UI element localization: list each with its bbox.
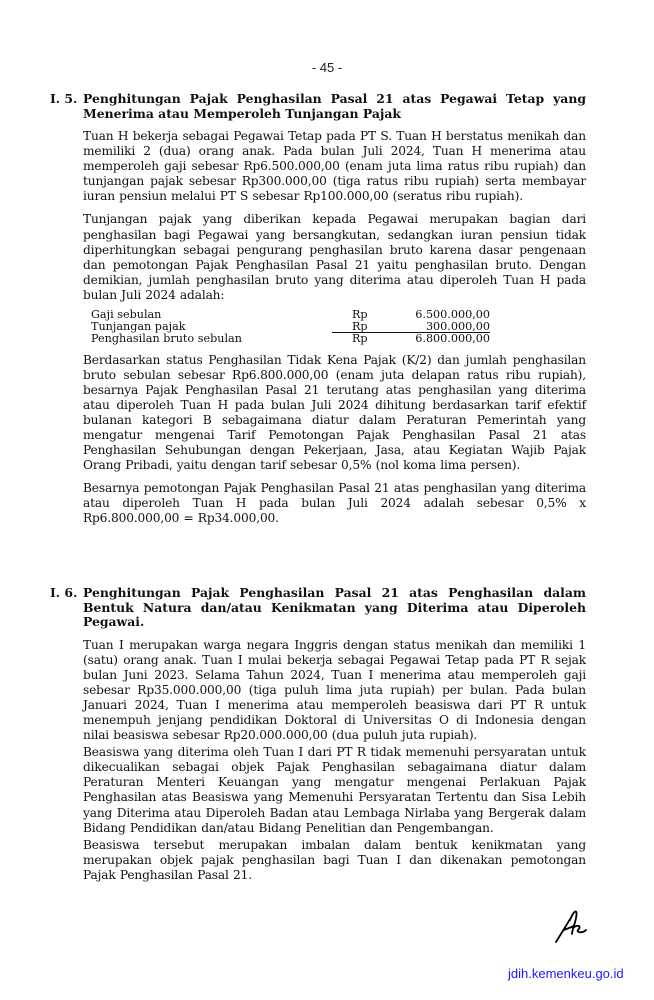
row-label: Tunjangan pajak <box>91 319 186 333</box>
section-title: Penghitungan Pajak Penghasilan Pasal 21 atas Penghasilan dalam Bentuk Natura dan/atau Kenikmatan yang Diterima atau Diperoleh Pegawai. <box>83 585 586 629</box>
row-currency: Rp <box>352 321 406 333</box>
paragraph: Tuan H bekerja sebagai Pegawai Tetap pada PT S. Tuan H berstatus menikah dan memiliki 2 (dua) orang anak. Pada bulan Juli 2024, Tuan H menerima atau memperoleh gaji sebesar Rp6.500.000,00 (enam juta lima ratus ribu rupiah) dan tunjangan pajak sebesar Rp300.000,00 (tiga ratus ribu rupiah) serta membayar iuran pensiun melalui PT S sebesar Rp100.000,00 (seratus ribu rupiah). <box>83 129 586 204</box>
section-i5 <box>50 92 586 527</box>
paragraph: Tunjangan pajak yang diberikan kepada Pegawai merupakan bagian dari penghasilan bagi Pegawai yang bersangkutan, sedangkan iuran pensiun tidak diperhitungkan sebagai pengurang penghasilan bruto karena dasar pengenaan dan pemotongan Pajak Penghasilan Pasal 21 yaitu penghasilan bruto. Dengan demikian, jumlah penghasilan bruto yang diterima atau diperoleh Tuan H pada bulan Juli 2024 adalah: <box>83 212 586 302</box>
table-row-total <box>91 333 490 345</box>
section-i6 <box>50 586 586 883</box>
sum-line <box>332 321 352 333</box>
signature-initial-icon <box>552 906 592 946</box>
table-row <box>91 321 490 333</box>
footer-source-link[interactable]: jdih.kemenkeu.go.id <box>508 966 624 981</box>
row-amount: 6.500.000,00 <box>415 308 490 322</box>
spacer <box>332 309 352 321</box>
row-currency: Rp <box>352 308 368 322</box>
paragraph: Beasiswa tersebut merupakan imbalan dalam bentuk kenikmatan yang merupakan objek pajak penghasilan bagi Tuan I dan dikenakan pemotongan Pajak Penghasilan Pasal 21. <box>83 837 586 882</box>
section-heading <box>50 92 586 121</box>
paragraph: Tuan I merupakan warga negara Inggris dengan status menikah dan memiliki 1 (satu) orang anak. Tuan I mulai bekerja sebagai Pegawai Tetap pada PT R sejak bulan Juni 2023. Selama Tahun 2024, Tuan I menerima atau memperoleh gaji sebesar Rp35.000.000,00 (tiga puluh lima juta rupiah) per bulan. Pada bulan Januari 2024, Tuan I menerima atau memperoleh beasiswa dari PT R untuk menempuh jenjang pendidikan Doktoral di Universitas O di Indonesia dengan nilai beasiswa sebesar Rp20.000.000,00 (dua puluh juta rupiah). <box>83 637 586 743</box>
section-title: Penghitungan Pajak Penghasilan Pasal 21 atas Pegawai Tetap yang Menerima atau Memperoleh Tunjangan Pajak <box>83 91 586 121</box>
gross-income-calculation-table <box>91 309 490 345</box>
table-row <box>91 309 490 321</box>
section-number: I. 5. <box>50 91 78 106</box>
row-label: Gaji sebulan <box>91 308 162 322</box>
paragraph: Beasiswa yang diterima oleh Tuan I dari PT R tidak memenuhi persyaratan untuk dikecualikan sebagai objek Pajak Penghasilan sebagaimana diatur dalam Peraturan Menteri Keuangan yang mengatur mengenai Perlakuan Pajak Penghasilan atas Beasiswa yang Memenuhi Persyaratan Tertentu dan Sisa Lebih yang Diterima atau Diperoleh Badan atau Lembaga Nirlaba yang Bergerak dalam Bidang Pendidikan dan/atau Bidang Penelitian dan Pengembangan. <box>83 745 586 835</box>
row-amount: 300.000,00 <box>406 321 490 333</box>
paragraph: Besarnya pemotongan Pajak Penghasilan Pasal 21 atas penghasilan yang diterima atau diperoleh Tuan H pada bulan Juli 2024 adalah sebesar 0,5% x Rp6.800.000,00 = Rp34.000,00. <box>83 481 586 526</box>
page-number: - 45 - <box>311 60 343 75</box>
spacer <box>332 333 352 345</box>
section-body <box>83 638 586 884</box>
section-number: I. 6. <box>50 585 78 600</box>
section-body <box>83 129 586 527</box>
row-amount: 6.800.000,00 <box>415 332 490 346</box>
paragraph: Berdasarkan status Penghasilan Tidak Kena Pajak (K/2) dan jumlah penghasilan bruto sebulan sebesar Rp6.800.000,00 (enam juta delapan ratus ribu rupiah), besarnya Pajak Penghasilan Pasal 21 terutang atas penghasilan yang diterima atau diperoleh Tuan H pada bulan Juli 2024 dihitung berdasarkan tarif efektif bulanan kategori B sebagaimana diatur dalam Peraturan Pemerintah yang mengatur mengenai Tarif Pemotongan Pajak Penghasilan Pasal 21 atas Penghasilan Sehubungan dengan Pekerjaan, Jasa, atau Kegiatan Wajib Pajak Orang Pribadi, yaitu dengan tarif sebesar 0,5% (nol koma lima persen). <box>83 352 586 473</box>
row-label: Penghasilan bruto sebulan <box>91 331 242 345</box>
row-currency: Rp <box>352 332 368 346</box>
section-heading <box>50 586 586 630</box>
